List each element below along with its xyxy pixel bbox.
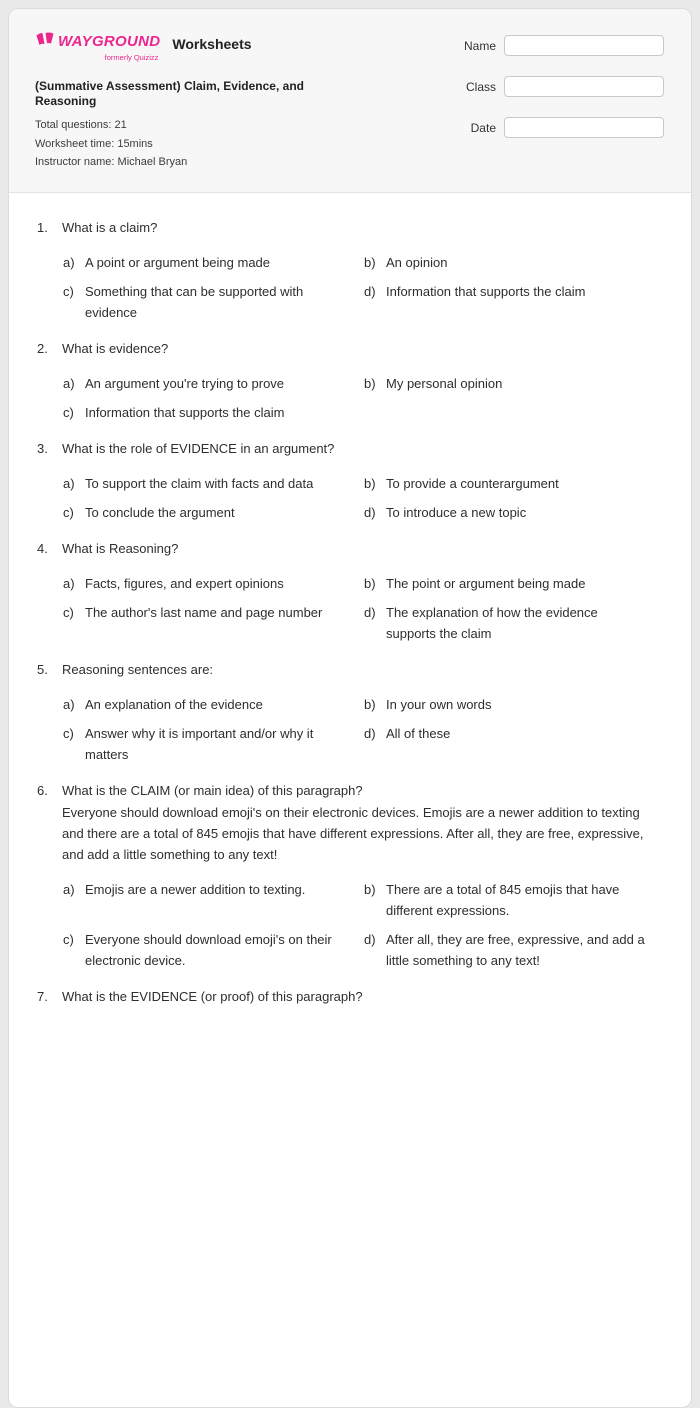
option-text: Answer why it is important and/or why it matters: [85, 726, 314, 762]
answer-option: [63, 929, 364, 971]
option-text: To introduce a new topic: [386, 505, 527, 520]
answer-option: [364, 373, 655, 394]
question-block: [37, 781, 655, 971]
question-text: What is the role of EVIDENCE in an argument?: [62, 441, 335, 456]
question-number: 2.: [37, 341, 48, 356]
option-letter: d): [364, 505, 376, 520]
date-field-row: [456, 117, 664, 138]
brand-tagline: formerly Quizizz: [104, 53, 159, 62]
worksheet-meta: [35, 119, 307, 168]
option-text: The author's last name and page number: [85, 605, 323, 620]
student-fields: [456, 35, 664, 168]
answer-option: [364, 879, 655, 921]
answer-option: [63, 879, 364, 921]
options-grid: [63, 473, 655, 523]
answer-option: [63, 252, 364, 273]
option-text: Everyone should download emoji's on their electronic device.: [85, 932, 332, 968]
question-number: 6.: [37, 783, 48, 798]
option-letter: b): [364, 697, 376, 712]
answer-option: [364, 473, 655, 494]
answer-option: [364, 929, 655, 971]
question-number: 7.: [37, 989, 48, 1004]
question-text: What is the EVIDENCE (or proof) of this paragraph?: [62, 989, 363, 1004]
wayground-wordmark: WAYGROUND: [58, 33, 161, 50]
options-grid: [63, 252, 655, 323]
option-letter: d): [364, 932, 376, 947]
option-letter: c): [63, 726, 74, 741]
worksheet-time: Worksheet time: 15mins: [35, 137, 153, 150]
option-text: The point or argument being made: [386, 576, 586, 591]
option-text: In your own words: [386, 697, 492, 712]
option-text: The explanation of how the evidence supports the claim: [386, 605, 598, 641]
questions-area: [9, 193, 691, 1007]
option-letter: b): [364, 576, 376, 591]
answer-option: [63, 402, 364, 423]
date-label: Date: [470, 120, 496, 135]
option-text: Facts, figures, and expert opinions: [85, 576, 284, 591]
question-block: [37, 339, 655, 423]
answer-option: [63, 281, 364, 323]
option-text: There are a total of 845 emojis that have different expressions.: [386, 882, 620, 918]
option-letter: b): [364, 882, 376, 897]
answer-option: [63, 373, 364, 394]
answer-option: [63, 694, 364, 715]
instructor-name: Instructor name: Michael Bryan: [35, 156, 188, 168]
option-letter: d): [364, 726, 376, 741]
option-text: A point or argument being made: [85, 255, 271, 270]
option-letter: d): [364, 605, 376, 620]
option-letter: c): [63, 505, 74, 520]
questions-list: [37, 218, 655, 971]
answer-option: [63, 573, 364, 594]
answer-option: [364, 694, 655, 715]
options-grid: [63, 373, 655, 423]
question-text: Reasoning sentences are:: [62, 662, 214, 677]
answer-option: [364, 723, 655, 765]
question-text-wrap: [62, 539, 655, 559]
total-questions: Total questions: 21: [35, 119, 127, 131]
question-text-wrap: [62, 439, 655, 459]
class-input[interactable]: [504, 76, 664, 97]
question-block: [37, 660, 655, 765]
option-letter: a): [63, 882, 75, 897]
answer-option: [63, 602, 364, 644]
answer-option: [364, 252, 655, 273]
class-label: Class: [465, 79, 496, 94]
option-text: To provide a counterargument: [386, 476, 559, 491]
wayground-logo-icon: [35, 31, 55, 52]
option-text: Information that supports the claim: [85, 405, 285, 420]
answer-option: [63, 502, 364, 523]
option-letter: b): [364, 376, 376, 391]
worksheet-title: (Summative Assessment) Claim, Evidence, and Reasoning: [35, 79, 304, 108]
question-text: What is evidence?: [62, 341, 169, 356]
question-text-wrap: [62, 660, 655, 680]
partial-question: [37, 987, 655, 1007]
options-grid: [63, 694, 655, 765]
option-text: An opinion: [386, 255, 448, 270]
wayground-logo: [35, 31, 160, 62]
date-input[interactable]: [504, 117, 664, 138]
option-text: An explanation of the evidence: [85, 697, 263, 712]
answer-option: [364, 281, 655, 323]
option-letter: b): [364, 476, 376, 491]
question-number: 1.: [37, 220, 48, 235]
name-input[interactable]: [504, 35, 664, 56]
option-text: All of these: [386, 726, 451, 741]
worksheet-header: [9, 9, 691, 193]
name-field-row: [456, 35, 664, 56]
brand-row: [35, 31, 307, 62]
question-block: [37, 218, 655, 323]
question-block: [37, 439, 655, 523]
question-number: 5.: [37, 662, 48, 677]
option-text: Information that supports the claim: [386, 284, 586, 299]
option-text: My personal opinion: [386, 376, 503, 391]
question-text: What is Reasoning?: [62, 541, 179, 556]
option-letter: c): [63, 605, 74, 620]
name-label: Name: [463, 38, 496, 53]
header-left: [35, 31, 307, 168]
answer-option: [364, 502, 655, 523]
question-text: What is a claim?: [62, 220, 158, 235]
question-block: [37, 539, 655, 644]
option-text: To conclude the argument: [85, 505, 235, 520]
options-grid: [63, 573, 655, 644]
question-passage: Everyone should download emoji's on their electronic devices. Emojis are a newer addition to texting and there are a total of 845 emojis that have different expressions. After all, they are free, expressive, and add a little something to any text!: [62, 805, 644, 862]
option-letter: c): [63, 932, 74, 947]
worksheet-card: [8, 8, 692, 1408]
answer-option: [364, 602, 655, 644]
option-letter: d): [364, 284, 376, 299]
question-number: 4.: [37, 541, 48, 556]
answer-option: [364, 573, 655, 594]
question-text-wrap: [62, 218, 655, 238]
option-letter: c): [63, 284, 74, 299]
option-text: To support the claim with facts and data: [85, 476, 314, 491]
question-text-wrap: [62, 781, 655, 865]
option-letter: a): [63, 697, 75, 712]
question-text-wrap: [62, 339, 655, 359]
class-field-row: [456, 76, 664, 97]
product-name: Worksheets: [172, 36, 252, 52]
option-text: After all, they are free, expressive, and add a little something to any text!: [386, 932, 645, 968]
option-letter: a): [63, 255, 75, 270]
option-letter: a): [63, 376, 75, 391]
options-grid: [63, 879, 655, 971]
option-letter: b): [364, 255, 376, 270]
question-text: What is the CLAIM (or main idea) of this paragraph?: [62, 783, 363, 798]
option-text: Something that can be supported with evidence: [85, 284, 304, 320]
answer-option: [63, 723, 364, 765]
answer-option: [63, 473, 364, 494]
option-letter: c): [63, 405, 74, 420]
option-letter: a): [63, 476, 75, 491]
option-letter: a): [63, 576, 75, 591]
option-text: Emojis are a newer addition to texting.: [85, 882, 306, 897]
question-number: 3.: [37, 441, 48, 456]
option-text: An argument you're trying to prove: [85, 376, 285, 391]
